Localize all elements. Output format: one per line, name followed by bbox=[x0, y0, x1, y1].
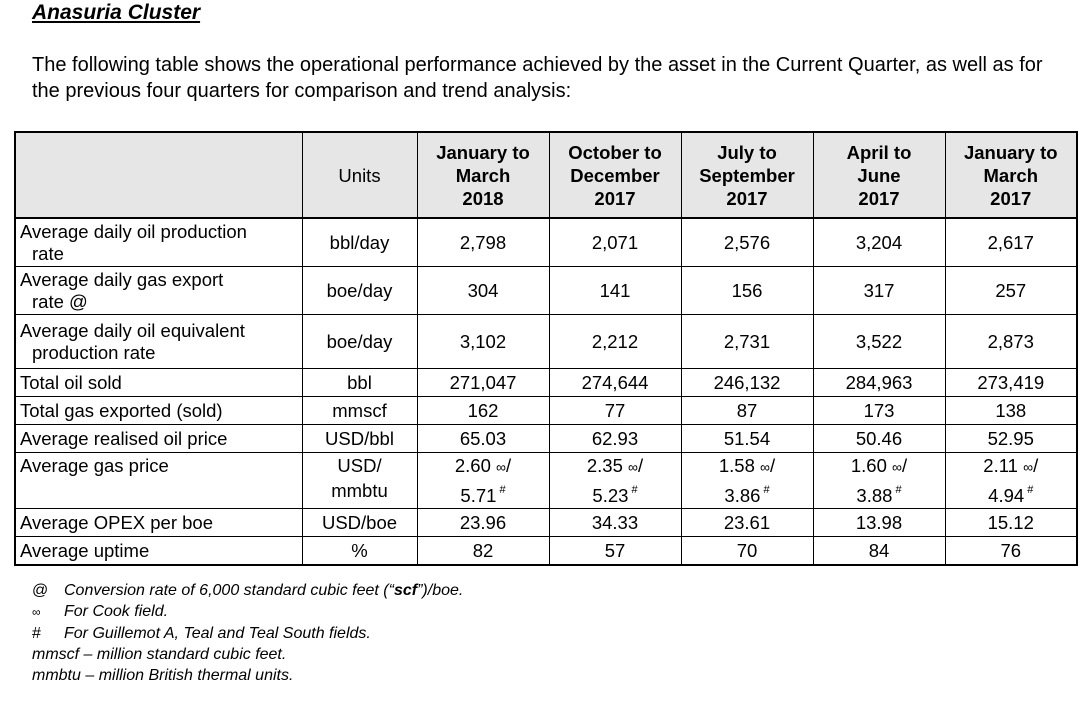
row-label: Average realised oil price bbox=[15, 425, 302, 453]
period-header: July to September 2017 bbox=[681, 132, 813, 218]
table-row bbox=[15, 537, 1077, 566]
table-row bbox=[15, 315, 1077, 369]
table-cell: 70 bbox=[681, 537, 813, 566]
row-unit: boe/day bbox=[302, 315, 417, 369]
table-cell: 257 bbox=[945, 267, 1077, 315]
footnote-at: @ Conversion rate of 6,000 standard cubic feet (“scf”)/boe. bbox=[32, 582, 464, 599]
table-row bbox=[15, 369, 1077, 397]
table-cell: 2,071 bbox=[549, 218, 681, 267]
row-unit: boe/day bbox=[302, 267, 417, 315]
header-row bbox=[15, 132, 1077, 218]
footnote-mmbtu: mmbtu – million British thermal units. bbox=[32, 667, 294, 684]
row-label: Average OPEX per boe bbox=[15, 509, 302, 537]
footnote-mmscf: mmscf – million standard cubic feet. bbox=[32, 646, 287, 663]
row-unit: USD/boe bbox=[302, 509, 417, 537]
row-unit: USD/bbl bbox=[302, 425, 417, 453]
table-row bbox=[15, 509, 1077, 537]
table-cell: 2,731 bbox=[681, 315, 813, 369]
table-cell: 156 bbox=[681, 267, 813, 315]
table-row bbox=[15, 267, 1077, 315]
table-cell: 62.93 bbox=[549, 425, 681, 453]
row-label: Total gas exported (sold) bbox=[15, 397, 302, 425]
footnote-infinity: ∞ For Cook field. bbox=[32, 601, 463, 623]
table-cell: 1.58 ∞/ 3.86 # bbox=[681, 453, 813, 509]
table-cell: 3,522 bbox=[813, 315, 945, 369]
table-cell: 2,212 bbox=[549, 315, 681, 369]
table-cell: 76 bbox=[945, 537, 1077, 566]
row-label: Average daily gas export rate @ bbox=[15, 267, 302, 315]
table-cell: 246,132 bbox=[681, 369, 813, 397]
table-row bbox=[15, 397, 1077, 425]
table-cell: 141 bbox=[549, 267, 681, 315]
period-header: January to March 2018 bbox=[417, 132, 549, 218]
table-cell: 173 bbox=[813, 397, 945, 425]
table-cell: 304 bbox=[417, 267, 549, 315]
table-cell: 51.54 bbox=[681, 425, 813, 453]
row-label: Average gas price bbox=[15, 453, 302, 509]
intro-paragraph: The following table shows the operational performance achieved by the asset in the Current Quarter, as well as for the previous four quarters for comparison and trend analysis: bbox=[32, 54, 1043, 102]
table-cell: 13.98 bbox=[813, 509, 945, 537]
table-cell: 52.95 bbox=[945, 425, 1077, 453]
hash-symbol: # bbox=[32, 625, 41, 642]
table-cell: 84 bbox=[813, 537, 945, 566]
table-cell: 271,047 bbox=[417, 369, 549, 397]
table-cell: 274,644 bbox=[549, 369, 681, 397]
table-cell: 65.03 bbox=[417, 425, 549, 453]
section-heading: Anasuria Cluster bbox=[32, 1, 201, 24]
footnote-hash: # For Guillemot A, Teal and Teal South fields. bbox=[32, 625, 371, 642]
row-unit: mmscf bbox=[302, 397, 417, 425]
header-blank bbox=[15, 132, 302, 218]
row-unit: bbl bbox=[302, 369, 417, 397]
table-cell: 2.11 ∞/ 4.94 # bbox=[945, 453, 1077, 509]
table-cell: 34.33 bbox=[549, 509, 681, 537]
table-cell: 2.35 ∞/ 5.23 # bbox=[549, 453, 681, 509]
table-cell: 1.60 ∞/ 3.88 # bbox=[813, 453, 945, 509]
at-symbol: @ bbox=[32, 582, 49, 599]
row-label: Average uptime bbox=[15, 537, 302, 566]
table-cell: 23.61 bbox=[681, 509, 813, 537]
period-header: October to December 2017 bbox=[549, 132, 681, 218]
row-label: Average daily oil production rate bbox=[15, 218, 302, 267]
table-cell: 2,798 bbox=[417, 218, 549, 267]
table-cell: 87 bbox=[681, 397, 813, 425]
table-cell: 15.12 bbox=[945, 509, 1077, 537]
units-header: Units bbox=[302, 132, 417, 218]
infinity-symbol: ∞ bbox=[32, 605, 41, 619]
table-cell: 3,102 bbox=[417, 315, 549, 369]
row-unit: USD/ mmbtu bbox=[302, 453, 417, 509]
row-label: Total oil sold bbox=[15, 369, 302, 397]
table-cell: 162 bbox=[417, 397, 549, 425]
table-cell: 2,576 bbox=[681, 218, 813, 267]
table-cell: 2,873 bbox=[945, 315, 1077, 369]
period-header: April to June 2017 bbox=[813, 132, 945, 218]
table-cell: 2,617 bbox=[945, 218, 1077, 267]
table-cell: 317 bbox=[813, 267, 945, 315]
table-cell: 77 bbox=[549, 397, 681, 425]
table-cell: 57 bbox=[549, 537, 681, 566]
table-row bbox=[15, 425, 1077, 453]
table-cell: 2.60 ∞/ 5.71 # bbox=[417, 453, 549, 509]
table-cell: 82 bbox=[417, 537, 549, 566]
performance-table bbox=[14, 131, 1078, 566]
row-unit: % bbox=[302, 537, 417, 566]
table-cell: 138 bbox=[945, 397, 1077, 425]
table-cell: 50.46 bbox=[813, 425, 945, 453]
table-cell: 284,963 bbox=[813, 369, 945, 397]
table-row bbox=[15, 453, 1077, 509]
row-unit: bbl/day bbox=[302, 218, 417, 267]
row-label: Average daily oil equivalent production rate bbox=[15, 315, 302, 369]
period-header: January to March 2017 bbox=[945, 132, 1077, 218]
footnotes bbox=[32, 580, 463, 686]
table-row bbox=[15, 218, 1077, 267]
table-cell: 23.96 bbox=[417, 509, 549, 537]
table-cell: 273,419 bbox=[945, 369, 1077, 397]
table-cell: 3,204 bbox=[813, 218, 945, 267]
